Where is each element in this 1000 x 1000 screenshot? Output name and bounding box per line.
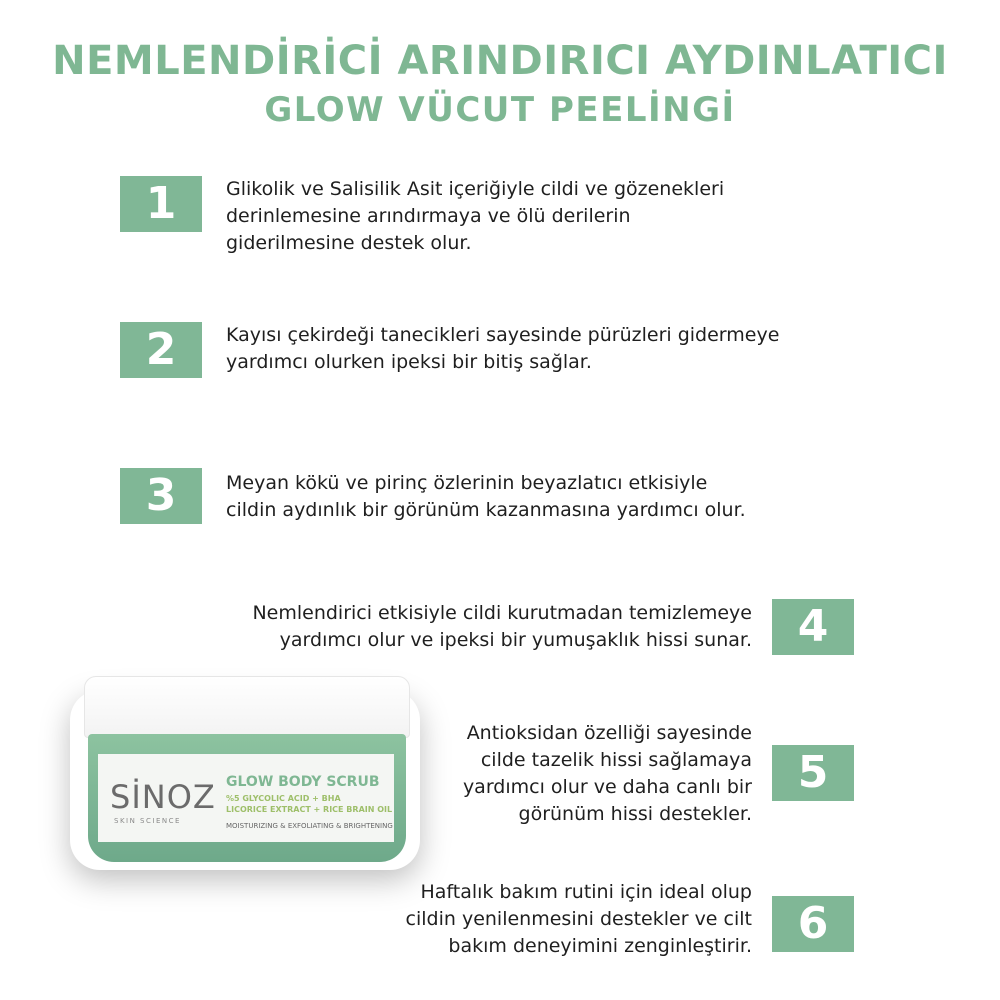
brand-tagline: SKIN SCIENCE [114,817,181,825]
brand-logo: SİNOZ [110,778,216,816]
feature-number-3: 3 [120,468,202,524]
product-benefits: MOISTURIZING & EXFOLIATING & BRIGHTENING [226,822,393,830]
page-title: NEMLENDİRİCİ ARINDIRICI AYDINLATICI [52,38,948,84]
jar-body [88,734,406,862]
product-ingredients-2: LICORICE EXTRACT + RICE BRAIN OIL [226,805,393,814]
jar-lid [84,676,410,738]
feature-number-2: 2 [120,322,202,378]
feature-number-1: 1 [120,176,202,232]
feature-text-5: Antioksidan özelliği sayesinde cilde tazelik hissi sağlamaya yardımcı olur ve daha canlı bir görünüm hissi destekler. [462,722,752,825]
feature-text-3: Meyan kökü ve pirinç özlerinin beyazlatıcı etkisiyle cildin aydınlık bir görünüm kazanmasına yardımcı olur. [226,472,746,521]
product-ingredients-1: %5 GLYCOLIC ACID + BHA [226,794,341,803]
feature-text-2: Kayısı çekirdeği tanecikleri sayesinde pürüzleri gidermeye yardımcı olurken ipeksi bir bitiş sağlar. [226,324,780,373]
feature-text-6: Haftalık bakım rutini için ideal olup cildin yenilenmesini destekler ve cilt bakım deneyimini zenginleştirir. [405,881,752,957]
feature-number-4: 4 [772,599,854,655]
feature-number-5: 5 [772,745,854,801]
jar-label [98,754,394,842]
product-name: GLOW BODY SCRUB [226,774,380,790]
feature-text-1: Glikolik ve Salisilik Asit içeriğiyle cildi ve gözenekleri derinlemesine arındırmaya ve ölü derilerin giderilmesine destek olur. [226,178,725,254]
product-jar-image [84,676,412,866]
feature-text-4: Nemlendirici etkisiyle cildi kurutmadan temizlemeye yardımcı olur ve ipeksi bir yumuşaklık hissi sunar. [252,602,752,651]
page-subtitle: GLOW VÜCUT PEELİNGİ [264,90,736,130]
feature-number-6: 6 [772,896,854,952]
